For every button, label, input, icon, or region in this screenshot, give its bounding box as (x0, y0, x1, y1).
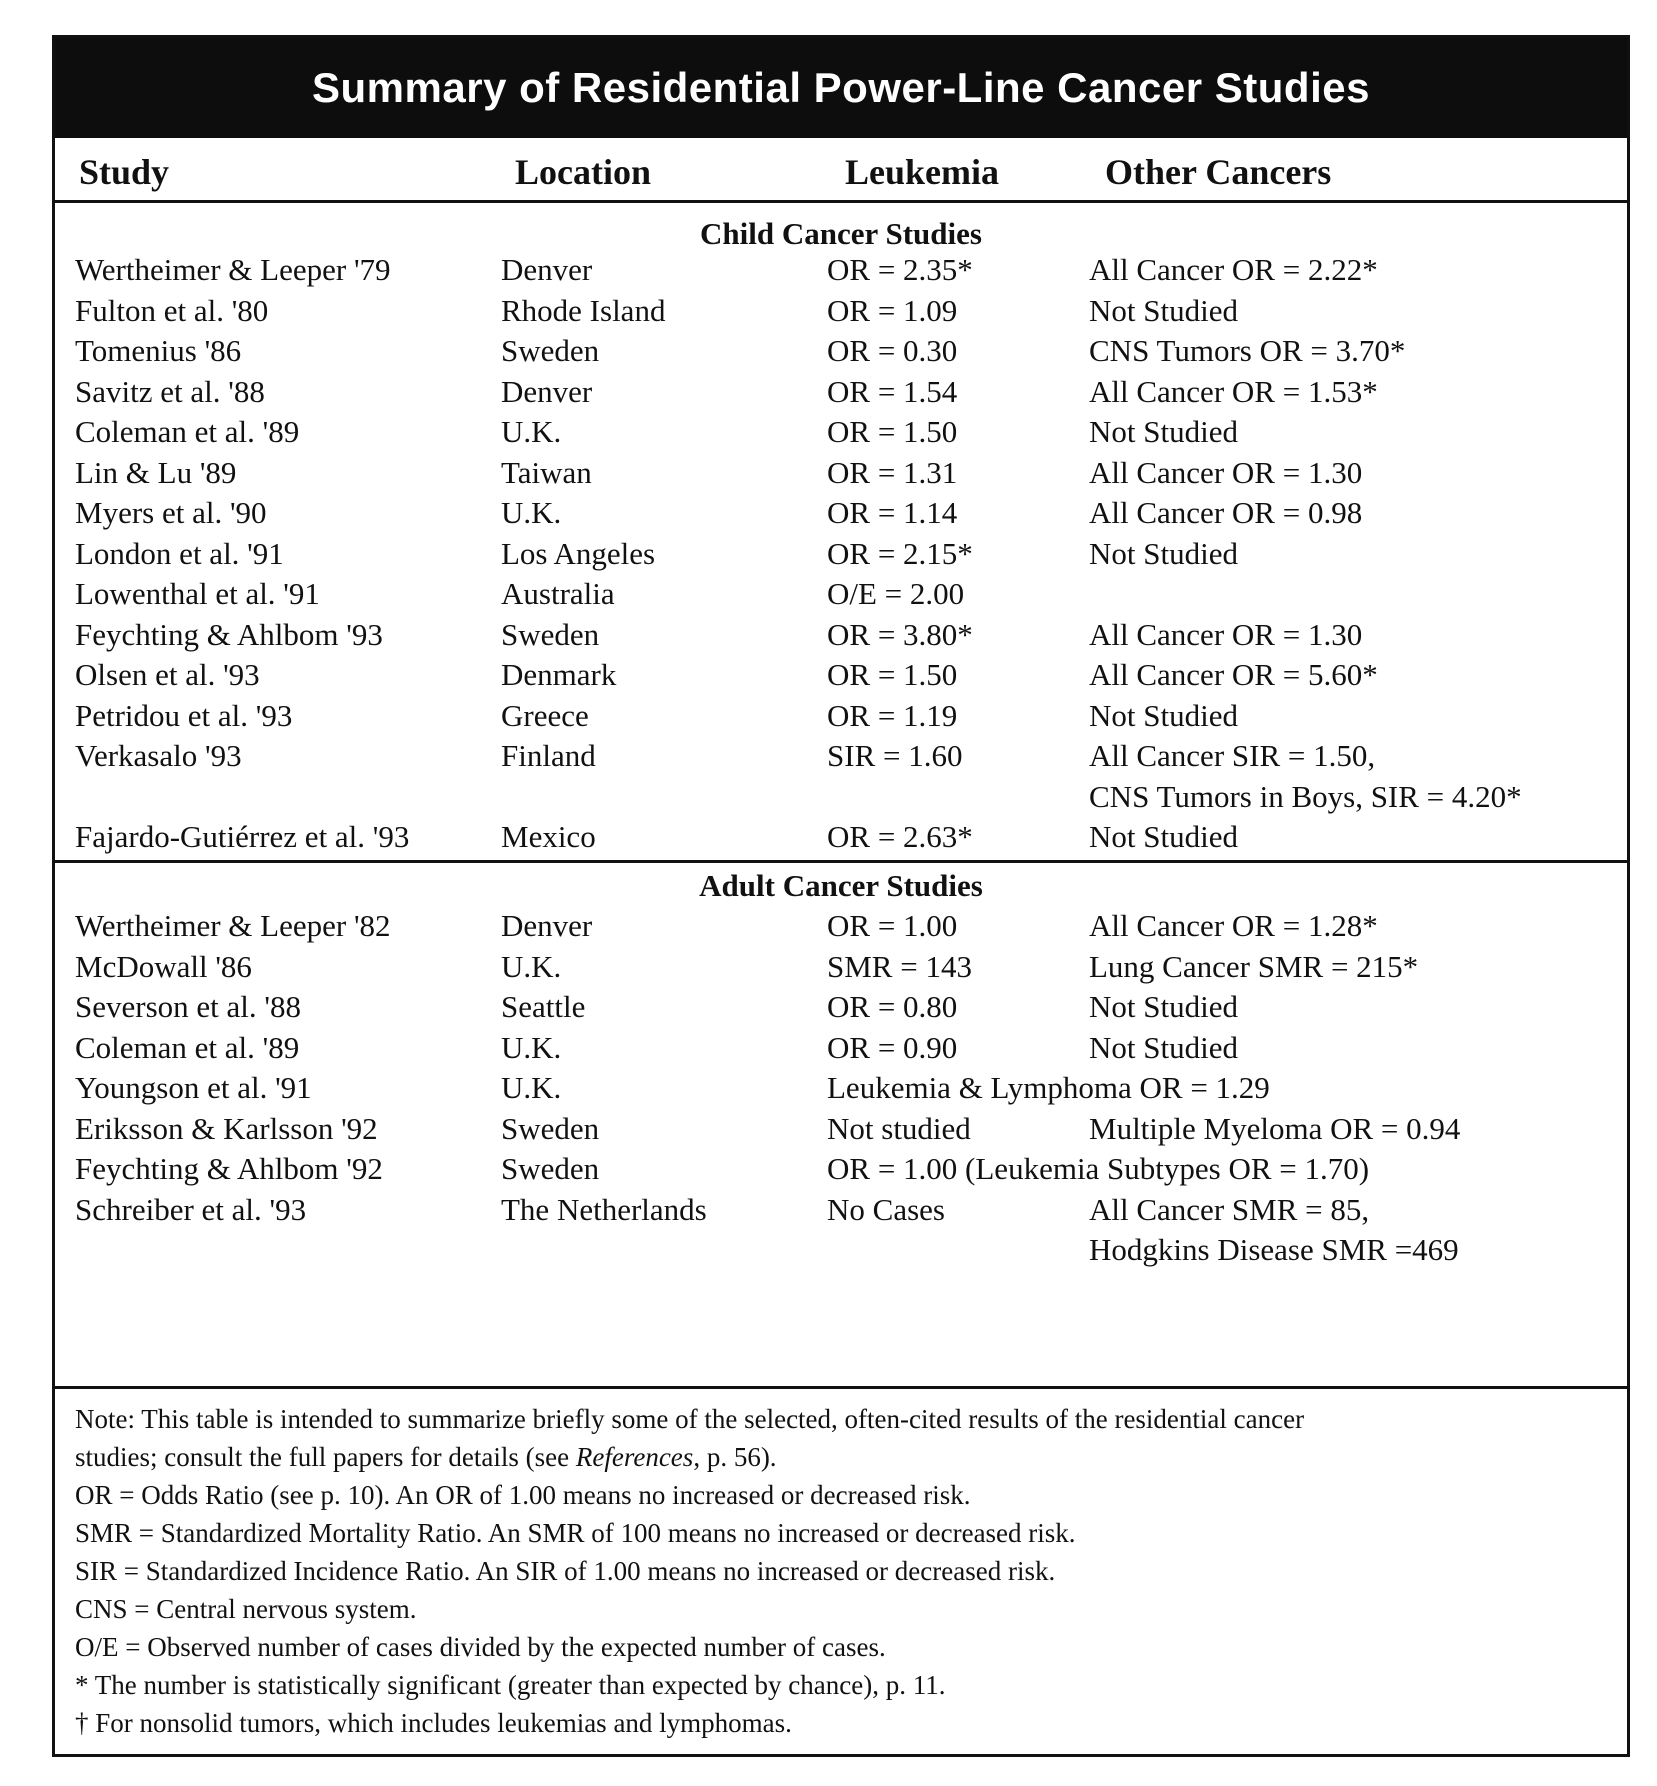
study-cell: Coleman et al. '89 (75, 1029, 300, 1065)
notes-section (75, 1400, 1605, 1742)
study-cell: Youngson et al. '91 (75, 1070, 312, 1105)
other-cell: Not Studied (1089, 1029, 1238, 1065)
table-row (55, 908, 1627, 949)
location-cell: Sweden (501, 1151, 600, 1186)
location-cell: U.K. (501, 495, 562, 530)
note-or-definition: OR = Odds Ratio (see p. 10). An OR of 1.00 means no increased or decreased risk. (75, 1480, 971, 1510)
note-references-post: , p. 56). (693, 1442, 777, 1472)
column-header-study: Study (79, 152, 170, 192)
table-row (55, 252, 1627, 293)
table-row (55, 1030, 1627, 1071)
study-cell: Verkasalo '93 (75, 738, 242, 773)
other-cell: Hodgkins Disease SMR =469 (1089, 1232, 1459, 1267)
location-cell: Los Angeles (501, 535, 656, 571)
table-row (55, 1192, 1627, 1233)
location-cell: Finland (501, 738, 596, 773)
other-cell: Not Studied (1089, 989, 1238, 1024)
note-references (75, 1438, 1605, 1476)
study-cell: Feychting & Ahlbom '93 (75, 616, 383, 652)
note-sir-definition: SIR = Standardized Incidence Ratio. An SIR of 1.00 means no increased or decreased risk. (75, 1556, 1056, 1586)
column-header-location: Location (515, 152, 652, 192)
table-row (55, 989, 1627, 1030)
study-cell: Fajardo-Gutiérrez et al. '93 (75, 819, 410, 854)
table-row (55, 576, 1627, 617)
table-row (55, 1070, 1627, 1111)
table-row (55, 333, 1627, 374)
table-row (55, 374, 1627, 415)
other-cell: Not Studied (1089, 535, 1238, 571)
leukemia-cell: OR = 1.50 (827, 414, 958, 449)
location-cell: Seattle (501, 989, 586, 1024)
section-divider (55, 860, 1627, 863)
study-cell: McDowall '86 (75, 948, 252, 984)
note-intro: Note: This table is intended to summarize briefly some of the selected, often-cited results of the residential cancer (75, 1404, 1305, 1434)
location-cell: Sweden (501, 1110, 600, 1146)
note-smr-definition: SMR = Standardized Mortality Ratio. An SMR of 100 means no increased or decreased risk. (75, 1518, 1076, 1548)
leukemia-cell: OR = 2.63* (827, 819, 973, 854)
leukemia-cell: OR = 1.14 (827, 495, 958, 530)
leukemia-cell: OR = 0.80 (827, 989, 958, 1024)
leukemia-cell: OR = 2.35* (827, 252, 973, 287)
location-cell: Denver (501, 252, 593, 287)
study-cell: Tomenius '86 (75, 333, 242, 368)
location-cell: Sweden (501, 616, 600, 652)
table-title: Summary of Residential Power-Line Cancer Studies (312, 64, 1370, 111)
study-cell: Coleman et al. '89 (75, 414, 300, 449)
other-cell: All Cancer OR = 5.60* (1089, 657, 1378, 692)
study-cell: Eriksson & Karlsson '92 (75, 1110, 378, 1146)
leukemia-cell: OR = 0.30 (827, 333, 958, 368)
leukemia-cell: Leukemia & Lymphoma OR = 1.29 (827, 1070, 1270, 1105)
other-cell: All Cancer OR = 1.30 (1089, 616, 1363, 652)
other-cell: All Cancer OR = 2.22* (1089, 252, 1378, 287)
note-references-pre: studies; consult the full papers for details (see (75, 1442, 576, 1472)
note-nonsolid-tumors: † For nonsolid tumors, which includes leukemias and lymphomas. (75, 1708, 792, 1738)
study-cell: Petridou et al. '93 (75, 697, 293, 733)
other-cell: All Cancer OR = 1.28* (1089, 908, 1378, 943)
other-cell: Not Studied (1089, 819, 1238, 854)
study-cell: Fulton et al. '80 (75, 292, 269, 328)
leukemia-cell: OR = 1.00 (827, 908, 958, 943)
other-cell: All Cancer OR = 1.53* (1089, 373, 1378, 409)
location-cell: Denver (501, 908, 593, 943)
location-cell: U.K. (501, 948, 562, 984)
location-cell: Mexico (501, 819, 596, 854)
table-row (55, 495, 1627, 536)
location-cell: Denver (501, 373, 593, 409)
table-row (55, 738, 1627, 779)
leukemia-cell: Not studied (827, 1110, 971, 1146)
study-cell: Schreiber et al. '93 (75, 1191, 307, 1227)
table-row (55, 698, 1627, 739)
header-divider (55, 200, 1627, 203)
other-cell: Lung Cancer SMR = 215* (1089, 948, 1419, 984)
table-row (55, 1111, 1627, 1152)
other-cell: All Cancer OR = 0.98 (1089, 495, 1363, 530)
column-header-leukemia: Leukemia (845, 152, 1000, 192)
study-cell: Olsen et al. '93 (75, 657, 260, 692)
location-cell: Sweden (501, 333, 600, 368)
column-header-other-cancers: Other Cancers (1105, 152, 1332, 192)
leukemia-cell: OR = 3.80* (827, 616, 973, 652)
location-cell: The Netherlands (501, 1191, 707, 1227)
study-cell: Myers et al. '90 (75, 495, 267, 530)
leukemia-cell: OR = 1.50 (827, 657, 958, 692)
location-cell: U.K. (501, 1029, 562, 1065)
other-cell: All Cancer OR = 1.30 (1089, 454, 1363, 490)
location-cell: Rhode Island (501, 292, 666, 328)
leukemia-cell: OR = 2.15* (827, 535, 973, 571)
location-cell: Greece (501, 697, 589, 733)
leukemia-cell: OR = 0.90 (827, 1029, 958, 1065)
table-row (55, 536, 1627, 577)
table-row (55, 414, 1627, 455)
leukemia-cell: O/E = 2.00 (827, 576, 965, 611)
leukemia-cell: OR = 1.09 (827, 292, 958, 328)
table-row (55, 657, 1627, 698)
other-cell: All Cancer SMR = 85, (1089, 1191, 1370, 1227)
table-row (55, 293, 1627, 334)
study-cell: Lowenthal et al. '91 (75, 576, 320, 611)
notes-divider (55, 1386, 1627, 1389)
leukemia-cell: OR = 1.19 (827, 697, 958, 733)
note-significance: * The number is statistically significant (greater than expected by chance), p. 11. (75, 1670, 946, 1700)
other-cell: All Cancer SIR = 1.50, (1089, 738, 1376, 773)
table-row (55, 1232, 1627, 1273)
note-references-title: References (575, 1442, 694, 1472)
other-cell: CNS Tumors in Boys, SIR = 4.20* (1089, 778, 1522, 814)
study-cell: Savitz et al. '88 (75, 373, 265, 409)
table-row (55, 617, 1627, 658)
leukemia-cell: SIR = 1.60 (827, 738, 963, 773)
location-cell: U.K. (501, 1070, 562, 1105)
study-cell: Wertheimer & Leeper '79 (75, 252, 391, 287)
table-row (55, 949, 1627, 990)
study-cell: Lin & Lu '89 (75, 454, 237, 490)
location-cell: Australia (501, 576, 615, 611)
location-cell: Taiwan (501, 454, 592, 490)
study-cell: Wertheimer & Leeper '82 (75, 908, 391, 943)
location-cell: Denmark (501, 657, 617, 692)
other-cell: CNS Tumors OR = 3.70* (1089, 333, 1406, 368)
section-title-adult: Adult Cancer Studies (699, 868, 983, 903)
leukemia-cell: OR = 1.31 (827, 454, 958, 490)
note-cns-definition: CNS = Central nervous system. (75, 1594, 417, 1624)
note-oe-definition: O/E = Observed number of cases divided by the expected number of cases. (75, 1632, 886, 1662)
leukemia-cell: OR = 1.00 (Leukemia Subtypes OR = 1.70) (827, 1151, 1370, 1186)
other-cell: Not Studied (1089, 292, 1238, 328)
study-cell: London et al. '91 (75, 535, 284, 571)
other-cell: Multiple Myeloma OR = 0.94 (1089, 1110, 1461, 1146)
other-cell: Not Studied (1089, 697, 1238, 733)
summary-table-frame (52, 35, 1630, 1757)
table-row (55, 1151, 1627, 1192)
table-row (55, 779, 1627, 820)
title-bar (55, 38, 1627, 138)
other-cell: Not Studied (1089, 414, 1238, 449)
table-row (55, 819, 1627, 860)
study-cell: Feychting & Ahlbom '92 (75, 1151, 383, 1186)
section-title-child: Child Cancer Studies (700, 216, 982, 251)
table-row (55, 455, 1627, 496)
leukemia-cell: SMR = 143 (827, 948, 972, 984)
study-cell: Severson et al. '88 (75, 989, 301, 1024)
location-cell: U.K. (501, 414, 562, 449)
leukemia-cell: OR = 1.54 (827, 373, 958, 409)
leukemia-cell: No Cases (827, 1191, 945, 1227)
